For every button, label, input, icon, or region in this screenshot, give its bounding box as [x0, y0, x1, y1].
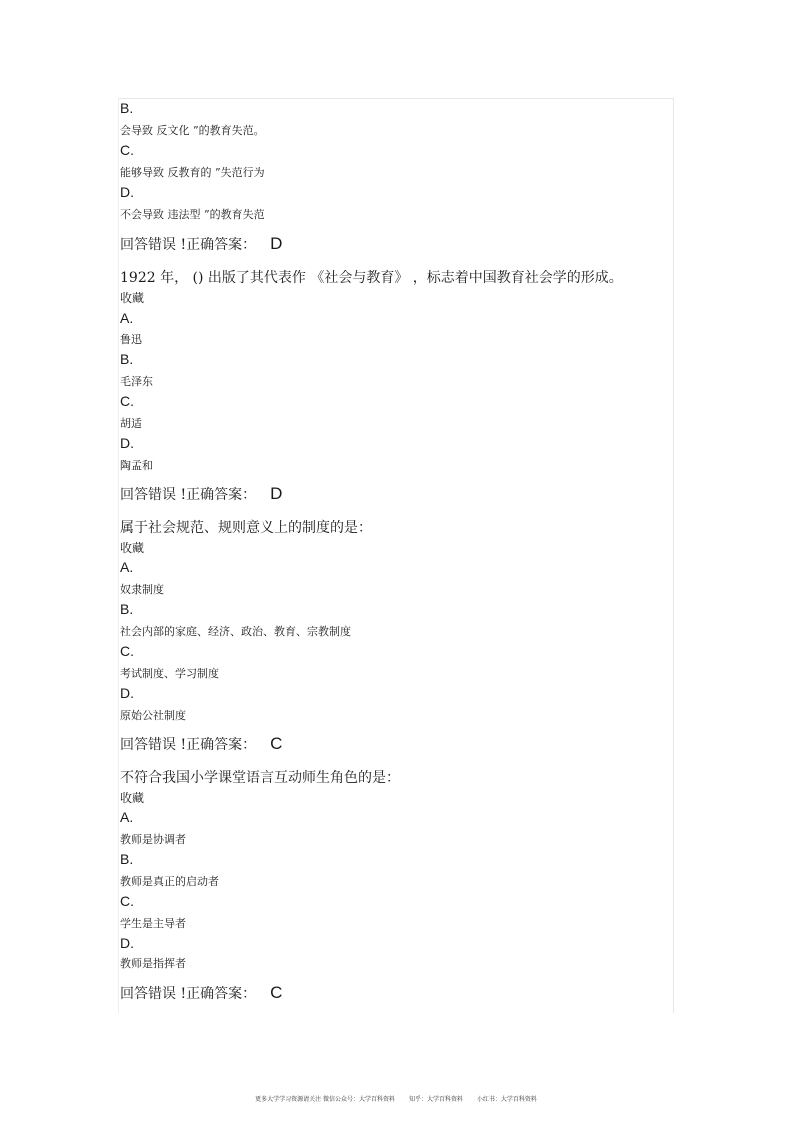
q0-option-b-text: 会导致 反文化 ”的教育失范。: [120, 124, 265, 137]
q1-option-b-letter: B.: [120, 351, 134, 367]
q3-option-a-text: 教师是协调者: [120, 833, 186, 846]
q1-answer-line: [120, 484, 282, 504]
q0-option-c-text: 能够导致 反教育的 ”失范行为: [120, 166, 265, 179]
q0-answer-line: [120, 234, 282, 254]
q2-option-a-text: 奴隶制度: [120, 583, 164, 596]
q2-answer-line: [120, 734, 282, 754]
correct-answer: C: [270, 983, 283, 1002]
q1-question: 1922 年， () 出版了其代表作 《社会与教育》 ，标志着中国教育社会学的形成。: [120, 270, 623, 286]
q2-option-d-text: 原始公社制度: [120, 709, 186, 722]
q0-option-d-letter: D.: [120, 184, 134, 200]
q3-option-a-letter: A.: [120, 809, 134, 825]
answer-prefix: 回答错误 !正确答案：: [120, 237, 257, 253]
answer-prefix: 回答错误 !正确答案：: [120, 986, 257, 1002]
q2-option-c-text: 考试制度、学习制度: [120, 667, 219, 680]
q2-option-a-letter: A.: [120, 559, 134, 575]
q2-option-b-text: 社会内部的家庭、经济、政治、教育、宗教制度: [120, 625, 351, 638]
q3-option-c-text: 学生是主导者: [120, 917, 186, 930]
q1-option-c-letter: C.: [120, 393, 134, 409]
answer-prefix: 回答错误 !正确答案：: [120, 737, 257, 753]
q1-option-b-text: 毛泽东: [120, 375, 153, 388]
footer-zhihu-text: 知乎：大学百科资料: [408, 1096, 463, 1103]
q1-option-a-text: 鲁迅: [120, 333, 142, 346]
q3-option-d-letter: D.: [120, 935, 134, 951]
q2-option-d-letter: D.: [120, 685, 134, 701]
q0-option-c-letter: C.: [120, 142, 134, 158]
q0-option-b-letter: B.: [120, 100, 134, 116]
q3-answer-line: [120, 983, 282, 1003]
q1-favorite-link[interactable]: 收藏: [120, 291, 145, 305]
correct-answer: D: [270, 234, 283, 253]
q3-favorite-link[interactable]: 收藏: [120, 791, 145, 805]
q3-option-d-text: 教师是指挥者: [120, 957, 186, 970]
page-footer: [0, 1094, 792, 1103]
footer-wechat-text: 更多大学学习资源请关注 微信公众号：大学百科资料: [255, 1096, 396, 1103]
q3-option-b-letter: B.: [120, 851, 134, 867]
answer-prefix: 回答错误 !正确答案：: [120, 487, 257, 503]
correct-answer: C: [270, 734, 283, 753]
q0-option-d-text: 不会导致 违法型 ”的教育失范: [120, 208, 265, 221]
correct-answer: D: [270, 484, 283, 503]
q2-option-b-letter: B.: [120, 601, 134, 617]
q2-option-c-letter: C.: [120, 643, 134, 659]
q2-favorite-link[interactable]: 收藏: [120, 541, 145, 555]
q1-option-d-text: 陶孟和: [120, 459, 153, 472]
q1-option-a-letter: A.: [120, 310, 134, 326]
q2-question: 属于社会规范、规则意义上的制度的是：: [120, 520, 372, 536]
footer-xiaohongshu-text: 小红书：大学百科资料: [476, 1096, 537, 1103]
q1-option-c-text: 胡适: [120, 417, 142, 430]
q3-option-c-letter: C.: [120, 893, 134, 909]
q3-option-b-text: 教师是真正的启动者: [120, 875, 219, 888]
q1-option-d-letter: D.: [120, 435, 134, 451]
q3-question: 不符合我国小学课堂语言互动师生角色的是：: [120, 770, 400, 786]
